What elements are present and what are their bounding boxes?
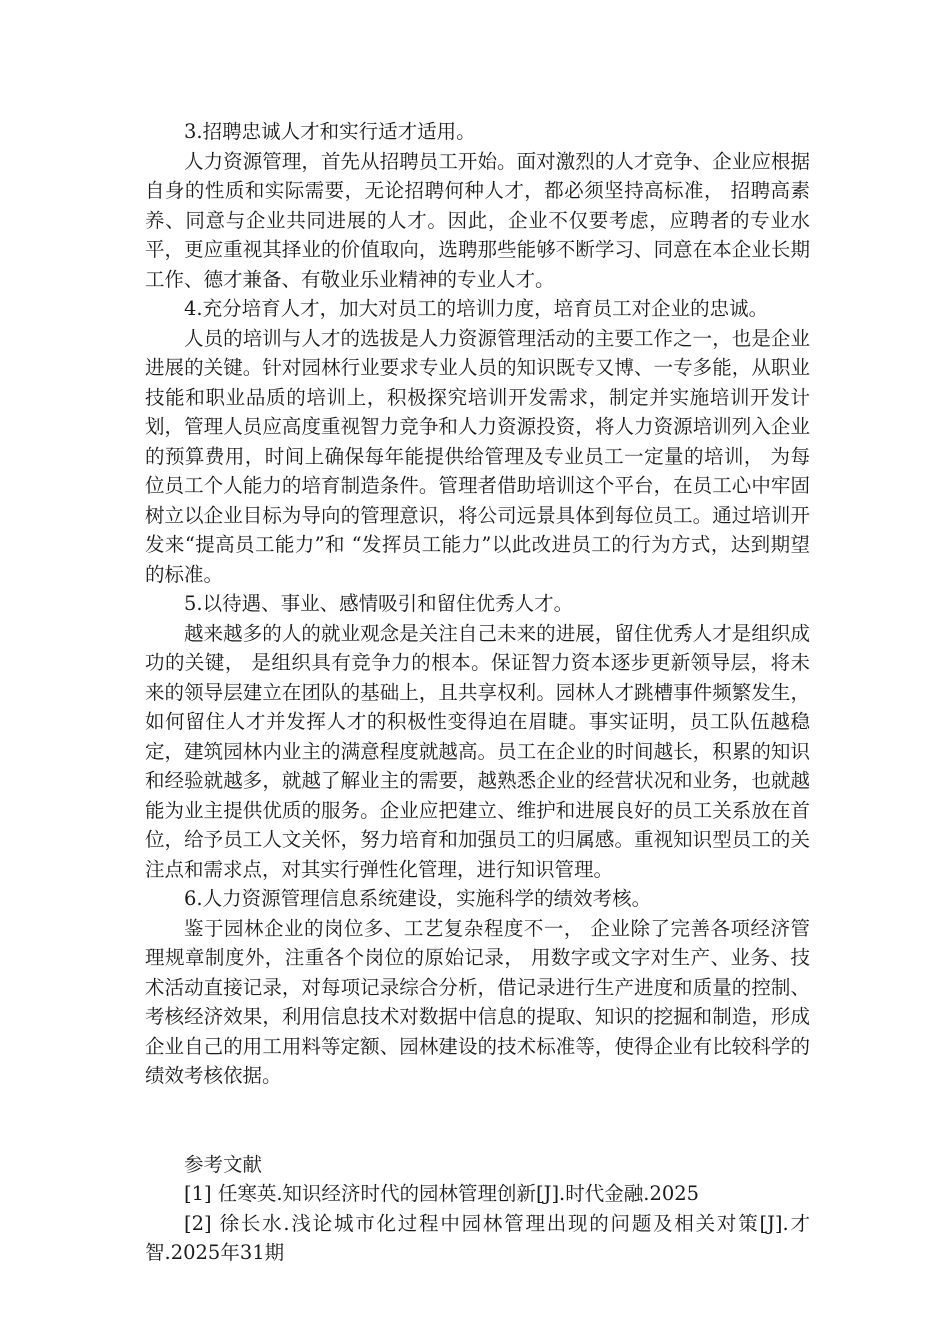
references-title: 参考文献 — [184, 1152, 263, 1176]
section-6-heading: 6.人力资源管理信息系统建设，实施科学的绩效考核。 — [184, 887, 652, 910]
section-3-heading: 3.招聘忠诚人才和实行适才适用。 — [184, 120, 476, 143]
reference-item-2: [2] 徐长水.浅论城市化过程中园林管理出现的问题及相关对策[J].才智.2025年31期 — [145, 1211, 810, 1264]
section-spacer — [145, 1091, 810, 1150]
section-4-body: 人员的培训与人才的选拔是人力资源管理活动的主要工作之一，也是企业进展的关键。针对园林行业要求专业人员的知识既专又博、一专多能，从职业技能和职业品质的培训上，积极探究培训开发需求，制定并实施培训开发计划，管理人员应高度重视智力竞争和人力资源投资，将人力资源培训列入企业的预算费用，时间上确保每年能提供给管理及专业员工一定量的培训， 为每位员工个人能力的培育制造条件。管理者借助培训这个平台，在员工心中牢固树立以企业目标为导向的管理意识，将公司远景具体到每位员工。通过培训开发来“提高员工能力”和 “发挥员工能力”以此改进员工的行为方式，达到期望的标准。 — [145, 326, 810, 586]
section-5-heading: 5.以待遇、事业、感情吸引和留住优秀人才。 — [184, 592, 574, 615]
section-3-body: 人力资源管理，首先从招聘员工开始。面对激烈的人才竞争、企业应根据自身的性质和实际需要，无论招聘何种人才，都必须坚持高标准， 招聘高素养、同意与企业共同进展的人才。因此，企业不仅要考虑，应聘者的专业水平，更应重视其择业的价值取向，选聘那些能够不断学习、同意在本企业长期工作、德才兼备、有敬业乐业精神的专业人才。 — [145, 149, 810, 291]
document-page — [145, 117, 810, 1268]
reference-item-1: [1] 任寒英.知识经济时代的园林管理创新[J].时代金融.2025 — [184, 1182, 700, 1205]
section-6-body: 鉴于园林企业的岗位多、工艺复杂程度不一， 企业除了完善各项经济管理规章制度外，注重各个岗位的原始记录， 用数字或文字对生产、业务、技术活动直接记录，对每项记录综合分析，借记录进行生产进度和质量的控制、考核经济效果，利用信息技术对数据中信息的提取、知识的挖掘和制造，形成企业自己的用工用料等定额、园林建设的技术标准等，使得企业有比较科学的绩效考核依据。 — [145, 916, 810, 1087]
section-4-heading: 4.充分培育人才，加大对员工的培训力度，培育员工对企业的忠诚。 — [184, 297, 769, 320]
section-5-body: 越来越多的人的就业观念是关注自己未来的进展，留住优秀人才是组织成功的关键， 是组织具有竞争力的根本。保证智力资本逐步更新领导层，将未来的领导层建立在团队的基础上，且共享权利。园林人才跳槽事件频繁发生，如何留住人才并发挥人才的积极性变得迫在眉睫。事实证明，员工队伍越稳定，建筑园林内业主的满意程度就越高。员工在企业的时间越长，积累的知识和经验就越多，就越了解业主的需要，越熟悉企业的经营状况和业务，也就越能为业主提供优质的服务。企业应把建立、维护和进展良好的员工关系放在首位，给予员工人文关怀，努力培育和加强员工的归属感。重视知识型员工的关注点和需求点，对其实行弹性化管理，进行知识管理。 — [145, 621, 810, 881]
